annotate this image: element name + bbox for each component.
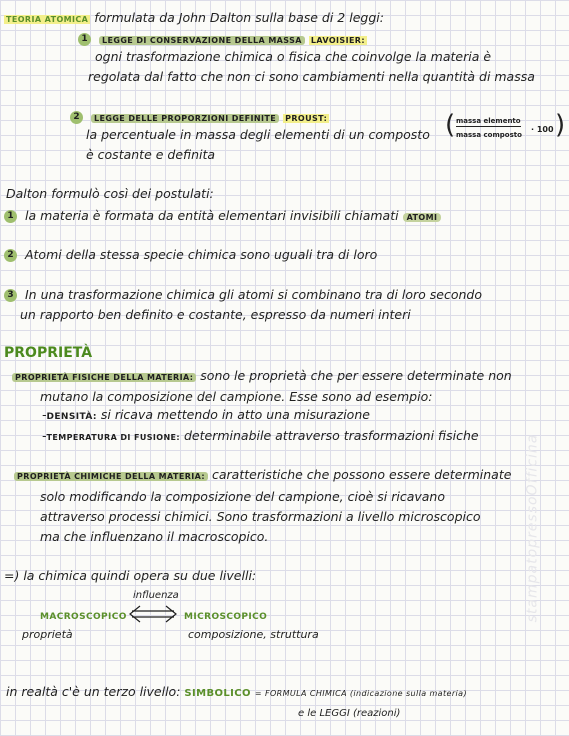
law1-line1: ogni trasformazione chimica o fisica che coinvolge la materia è — [95, 49, 492, 64]
micro-label: MICROSCOPICO — [184, 612, 268, 622]
law1-heading — [78, 31, 367, 49]
law1-title: LEGGE DI CONSERVAZIONE DELLA MASSA — [99, 36, 305, 45]
melt-label: TEMPERATURA DI FUSIONE: — [46, 433, 181, 442]
formula-right-paren: ) — [555, 110, 566, 140]
intro-text: formulata da John Dalton sulla base di 2 leggi: — [94, 10, 384, 25]
postulate-1-number: 1 — [4, 210, 17, 223]
formula-denominator: massa composto — [456, 131, 522, 139]
melt-line: -TEMPERATURA DI FUSIONE: determinabile attraverso trasformazioni fisiche — [42, 428, 479, 443]
atoms-highlight: ATOMI — [403, 213, 442, 222]
levels-intro: =) la chimica quindi opera su due livelli: — [4, 568, 257, 583]
formula-multiplier: · 100 — [531, 125, 554, 134]
chem-line1 — [14, 467, 511, 485]
formula-left-paren: ( — [445, 110, 456, 140]
law2-line2: è costante e definita — [86, 147, 216, 162]
law2-title: LEGGE DELLE PROPORZIONI DEFINITE — [91, 114, 279, 123]
postulates-intro: Dalton formulò così dei postulati: — [6, 186, 214, 201]
phys-label: PROPRIETÀ FISICHE DELLA MATERIA: — [12, 373, 196, 382]
theory-label: TEORIA ATOMICA — [6, 15, 89, 24]
chem-text1: caratteristiche che possono essere determinate — [212, 467, 512, 482]
phys-line1 — [12, 368, 512, 386]
density-text: si ricava mettendo in atto una misurazione — [100, 407, 370, 422]
chem-label: PROPRIETÀ CHIMICHE DELLA MATERIA: — [14, 472, 208, 481]
postulate-3-text: In una trasformazione chimica gli atomi si combinano tra di loro secondo — [24, 287, 483, 302]
formula-numerator: massa elemento — [456, 117, 521, 125]
law2-heading — [70, 109, 329, 127]
third-line2: e le LEGGI (reazioni) — [298, 708, 401, 719]
law1-author: LAVOISIER: — [310, 36, 365, 45]
density-line: -DENSITÀ: si ricava mettendo in atto una misurazione — [42, 407, 370, 422]
law2-number: 2 — [70, 111, 83, 124]
symbolic-label: SIMBOLICO — [184, 688, 251, 699]
postulate-2-text: Atomi della stessa specie chimica sono uguali tra di loro — [24, 247, 378, 262]
density-label: DENSITÀ: — [46, 412, 97, 422]
postulate-3 — [4, 287, 482, 303]
postulate-1-text: la materia è formata da entità elementari invisibili chiamati — [24, 208, 399, 223]
properties-heading: PROPRIETÀ — [4, 345, 93, 361]
phys-line2: mutano la composizione del campione. Esse sono ad esempio: — [40, 389, 433, 404]
chem-line2: solo modificando la composizione del campione, cioè si ricavano — [40, 489, 445, 504]
watermark: stampatopressoOfficina — [524, 433, 541, 623]
chem-line4: ma che influenzano il macroscopico. — [40, 529, 269, 544]
postulate-3-number: 3 — [4, 289, 17, 302]
macro-label: MACROSCOPICO — [40, 612, 127, 622]
postulate-3-line2: un rapporto ben definito e costante, espresso da numeri interi — [20, 307, 411, 322]
postulate-1 — [4, 208, 441, 226]
melt-text: determinabile attraverso trasformazioni fisiche — [184, 428, 479, 443]
law1-number: 1 — [78, 33, 91, 46]
phys-text1: sono le proprietà che per essere determinate non — [200, 368, 512, 383]
third-post: = FORMULA CHIMICA (indicazione sulla materia) — [254, 689, 467, 698]
law2-line1: la percentuale in massa degli elementi di un composto — [86, 127, 430, 142]
chem-line3: attraverso processi chimici. Sono trasformazioni a livello microscopico — [40, 509, 481, 524]
double-arrow-icon — [128, 604, 178, 624]
third-pre: in realtà c'è un terzo livello: — [6, 684, 181, 699]
law2-author: PROUST: — [285, 114, 328, 123]
influence-label: influenza — [133, 590, 179, 601]
micro-sub: composizione, struttura — [188, 628, 319, 641]
intro-line — [4, 10, 384, 28]
postulate-2-number: 2 — [4, 249, 17, 262]
postulate-2 — [4, 247, 377, 263]
third-line — [6, 684, 467, 702]
macro-sub: proprietà — [22, 628, 73, 641]
law1-line2: regolata dal fatto che non ci sono cambiamenti nella quantità di massa — [88, 69, 535, 84]
